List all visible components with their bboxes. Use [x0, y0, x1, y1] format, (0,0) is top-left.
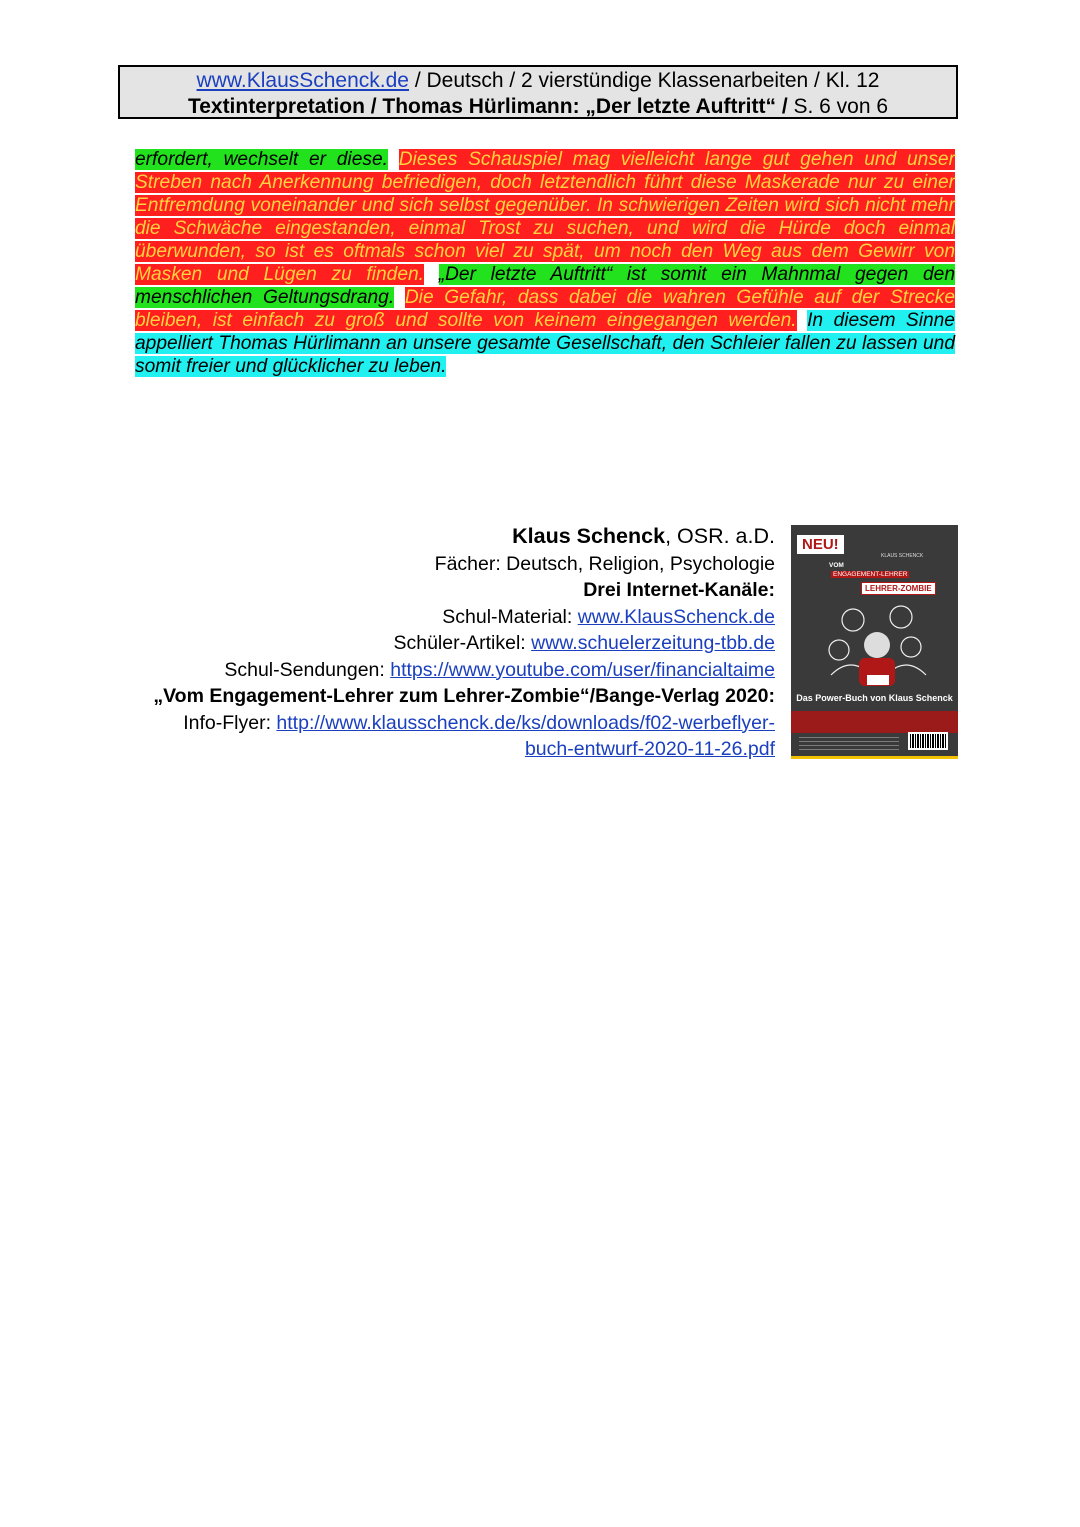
- author-name-line: [120, 523, 775, 551]
- book-title-line: „Vom Engagement-Lehrer zum Lehrer-Zombie“/Bange-Verlag 2020:: [153, 685, 775, 707]
- author-title: , OSR. a.D.: [665, 524, 775, 548]
- broadcasts-label: Schul-Sendungen:: [224, 658, 391, 681]
- material-line: [120, 604, 775, 631]
- essay-segment-green: „Der letzte Auftritt“ ist somit ein Mahnmal gegen den menschlichen Geltungsdrang.: [135, 264, 955, 308]
- articles-line: [120, 630, 775, 657]
- flyer-label: Info-Flyer:: [183, 711, 277, 734]
- articles-link[interactable]: www.schuelerzeitung-tbb.de: [531, 632, 775, 654]
- cover-title-1: VOM: [829, 562, 844, 569]
- barcode-icon: [908, 732, 948, 750]
- cover-band: [791, 711, 958, 733]
- broadcasts-line: [120, 657, 775, 684]
- cover-author: KLAUS SCHENCK: [881, 553, 924, 559]
- essay-segment-red: Die Gefahr, dass dabei die wahren Gefühle auf der Strecke bleiben, ist einfach zu groß und sollte von keinem eingegangen werden.: [135, 287, 955, 331]
- header-title: Textinterpretation / Thomas Hürlimann: „Der letzte Auftritt“ /: [187, 95, 788, 118]
- flyer-line: [120, 710, 775, 737]
- header-line-1: [120, 68, 956, 94]
- broadcasts-link[interactable]: https://www.youtube.com/user/financialtaime: [390, 658, 775, 681]
- header-page-number: S. 6 von 6: [787, 95, 889, 118]
- flyer-link-continued[interactable]: buch-entwurf-2020-11-26.pdf: [524, 738, 775, 760]
- essay-segment-cyan: In diesem Sinne appelliert Thomas Hürlimann an unsere gesamte Gesellschaft, den Schleier fallen zu lassen und somit freier und glücklicher zu leben.: [135, 310, 955, 377]
- new-badge: NEU!: [797, 535, 844, 554]
- author-info: [120, 523, 775, 763]
- author-name: Klaus Schenck: [512, 524, 666, 548]
- flyer-link[interactable]: http://www.klausschenck.de/ks/downloads/f02-werbeflyer-: [276, 711, 775, 734]
- material-label: Schul-Material:: [442, 605, 578, 628]
- cover-blurb: [799, 737, 899, 753]
- channels-heading: Drei Internet-Kanäle:: [583, 579, 775, 601]
- cover-footer: Das Power-Buch von Klaus Schenck: [796, 693, 953, 703]
- page-header: [118, 65, 958, 119]
- essay-segment-red: Dieses Schauspiel mag vielleicht lange gut gehen und unser Streben nach Anerkennung befriedigen, doch letztendlich führt diese Maskerade nur zu einer Entfremdung voneinander und sich selbst gegenüber. In schwierigen Zeiten wird sich nicht mehr die Schwäche eingestanden, einmal Trost zu suchen, und wird die Hürde doch einmal überwunden, so ist es oftmals schon viel zu spät, um noch den Weg aus dem Gewirr von Masken und Lügen zu finden.: [135, 149, 955, 285]
- essay-segment-green: erfordert, wechselt er diese.: [135, 149, 388, 170]
- essay-paragraph: [135, 148, 955, 378]
- header-line-2: [120, 94, 956, 120]
- author-subjects: Fächer: Deutsch, Religion, Psychologie: [434, 552, 775, 575]
- header-site-link[interactable]: www.KlausSchenck.de: [196, 69, 409, 92]
- cover-title-2: ENGAGEMENT-LEHRER: [833, 571, 908, 578]
- articles-label: Schüler-Artikel:: [393, 632, 532, 654]
- material-link[interactable]: www.KlausSchenck.de: [577, 605, 775, 628]
- cover-title-3: LEHRER-ZOMBIE: [861, 582, 936, 595]
- header-course-info: / Deutsch / 2 vierstündige Klassenarbeiten / Kl. 12: [409, 69, 880, 92]
- book-cover-image: [791, 525, 958, 759]
